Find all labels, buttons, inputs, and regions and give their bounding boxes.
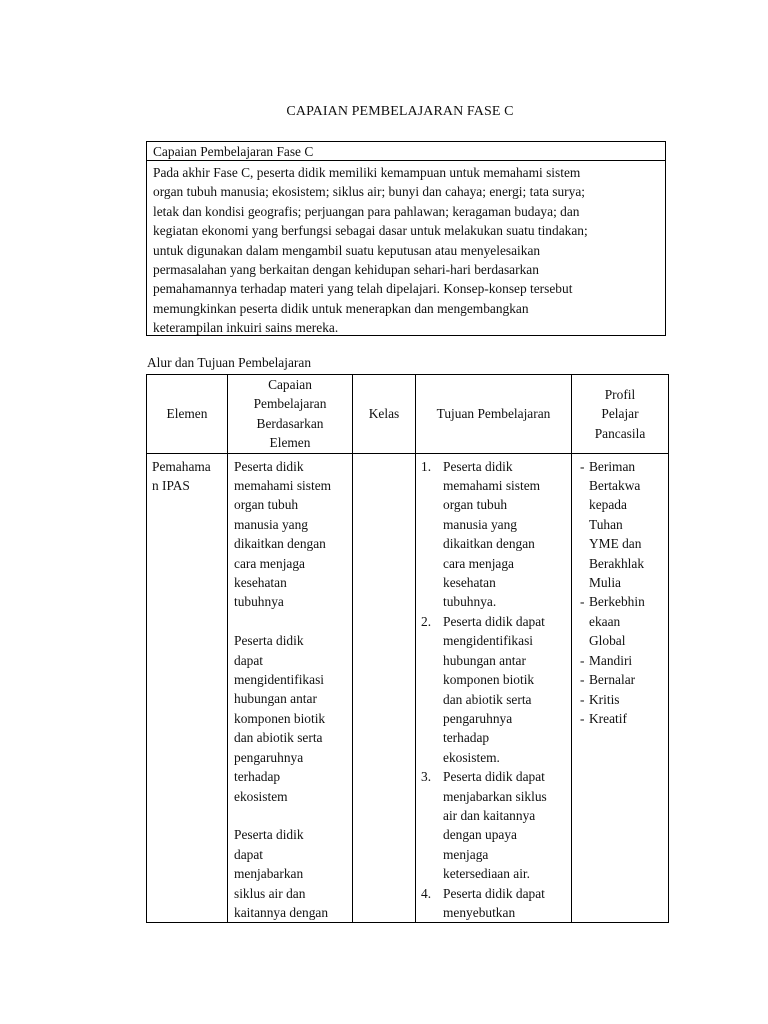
cp-box-heading: Capaian Pembelajaran Fase C (147, 142, 665, 161)
cp-text-line: untuk digunakan dalam mengambil suatu keputusan atau menyelesaikan (153, 242, 541, 258)
list-item (418, 457, 566, 612)
tujuan-text-line: ketersediaan air. (443, 866, 530, 882)
capaian-text-line: dapat (234, 652, 263, 668)
tujuan-text-line: menjaga (443, 846, 489, 862)
capaian-paragraph (234, 825, 347, 922)
profil-text-line: Global (589, 633, 626, 649)
cp-text-line: keterampilan inkuiri sains mereka. (153, 320, 339, 336)
list-item-text (443, 884, 566, 923)
alur-tujuan-table (146, 374, 669, 923)
dash-bullet: - (580, 710, 585, 726)
tujuan-text-line: Peserta didik dapat (443, 885, 545, 901)
list-item (418, 612, 566, 767)
list-number: 1. (421, 458, 432, 474)
list-item (580, 670, 663, 689)
list-item-text (443, 457, 566, 612)
header-line: Pelajar (601, 406, 639, 422)
list-item-text (589, 690, 663, 709)
tujuan-text-line: menjabarkan siklus (443, 788, 547, 804)
tujuan-text-line: dengan upaya (443, 827, 517, 843)
capaian-text-line: kesehatan (234, 575, 287, 591)
profil-text-line: Beriman (589, 458, 636, 474)
dash-bullet: - (580, 652, 585, 668)
capaian-text-line: Peserta didik (234, 827, 304, 843)
list-item (418, 767, 566, 883)
tujuan-text-line: ekosistem. (443, 749, 500, 765)
tujuan-text-line: hubungan antar (443, 652, 526, 668)
tujuan-text-line: organ tubuh (443, 497, 508, 513)
page-title: CAPAIAN PEMBELAJARAN FASE C (286, 104, 514, 119)
list-item (580, 592, 663, 650)
list-item-text (443, 612, 566, 767)
header-line: Pembelajaran (253, 396, 327, 412)
profil-text-line: kepada (589, 497, 627, 513)
list-item-text (589, 592, 663, 650)
header-line: Pancasila (594, 425, 646, 441)
tujuan-text-line: cara menjaga (443, 555, 514, 571)
elemen-text-line: Pemahama (152, 458, 211, 474)
tujuan-text-line: memahami sistem (443, 478, 541, 494)
capaian-text-line: Peserta didik (234, 633, 304, 649)
capaian-text-line: hubungan antar (234, 691, 317, 707)
capaian-text-line: organ tubuh (234, 497, 299, 513)
cp-text-line: organ tubuh manusia; ekosistem; siklus air; bunyi dan cahaya; energi; tata surya; (153, 184, 585, 200)
header-tujuan: Tujuan Pembelajaran (416, 375, 572, 454)
list-item-text (589, 709, 663, 728)
capaian-text-line: ekosistem (234, 788, 288, 804)
tujuan-text-line: dan abiotik serta (443, 691, 532, 707)
header-line: Capaian (268, 377, 312, 392)
capaian-text-line: dikaitkan dengan (234, 536, 326, 552)
dash-bullet: - (580, 594, 585, 610)
capaian-text-line: Peserta didik (234, 458, 304, 474)
cell-profil (572, 453, 669, 923)
profil-text-line: Berkebhin (589, 594, 645, 610)
capaian-text-line: menjabarkan (234, 866, 304, 882)
list-item-text (589, 651, 663, 670)
cp-text-line: memungkinkan peserta didik untuk menerapkan dan mengembangkan (153, 300, 529, 316)
list-item (418, 884, 566, 923)
profil-text-line: Tuhan (589, 516, 623, 532)
capaian-paragraph (234, 457, 347, 612)
tujuan-text-line: kesehatan (443, 575, 496, 591)
profil-text-line: Mulia (589, 575, 621, 591)
profil-list (580, 457, 663, 729)
list-number: 3. (421, 769, 432, 785)
capaian-text-line: terhadap (234, 769, 281, 785)
cp-box-body (147, 161, 665, 338)
profil-text-line: YME dan (589, 536, 642, 552)
list-item (580, 690, 663, 709)
header-line: Berdasarkan (256, 415, 324, 431)
profil-text-line: Kritis (589, 691, 620, 707)
elemen-text-line: n IPAS (152, 478, 190, 494)
list-item (580, 651, 663, 670)
capaian-text-line: dan abiotik serta (234, 730, 323, 746)
tujuan-list (418, 457, 566, 923)
cp-summary-box (146, 141, 666, 336)
capaian-text-line: dapat (234, 846, 263, 862)
capaian-text-line: tubuhnya (234, 594, 284, 610)
cp-text-line: letak dan kondisi geografis; perjuangan para pahlawan; keragaman budaya; dan (153, 203, 580, 219)
capaian-text-line: kaitannya dengan (234, 904, 329, 920)
list-item-text (589, 457, 663, 593)
cell-elemen (147, 453, 228, 923)
list-item-text (443, 767, 566, 883)
cell-capaian (228, 453, 353, 923)
capaian-text-line: mengidentifikasi (234, 672, 324, 688)
tujuan-text-line: air dan kaitannya (443, 807, 536, 823)
profil-text-line: Bertakwa (589, 478, 641, 494)
profil-text-line: Bernalar (589, 672, 636, 688)
header-line: Profil (604, 386, 636, 402)
tujuan-text-line: mengidentifikasi (443, 633, 533, 649)
dash-bullet: - (580, 691, 585, 707)
tujuan-text-line: Peserta didik dapat (443, 769, 545, 785)
profil-text-line: Berakhlak (589, 555, 645, 571)
cp-text-line: kegiatan ekonomi yang berfungsi sebagai dasar untuk melakukan suatu tindakan; (153, 223, 588, 239)
capaian-text-line: manusia yang (234, 516, 309, 532)
capaian-text-line: komponen biotik (234, 710, 326, 726)
list-number: 2. (421, 613, 432, 629)
section-label: Alur dan Tujuan Pembelajaran (147, 355, 312, 370)
header-elemen: Elemen (147, 375, 228, 454)
dash-bullet: - (580, 672, 585, 688)
list-number: 4. (421, 885, 432, 901)
list-item (580, 709, 663, 728)
profil-text-line: ekaan (589, 613, 621, 629)
tujuan-text-line: tubuhnya. (443, 594, 497, 610)
header-profil (572, 375, 669, 454)
list-item (580, 457, 663, 593)
cp-text-line: Pada akhir Fase C, peserta didik memiliki kemampuan untuk memahami sistem (153, 165, 581, 180)
capaian-text-line: memahami sistem (234, 478, 332, 494)
header-kelas: Kelas (353, 375, 416, 454)
profil-text-line: Kreatif (589, 710, 627, 726)
tujuan-text-line: manusia yang (443, 516, 518, 532)
header-capaian (228, 375, 353, 454)
tujuan-text-line: Peserta didik (443, 458, 513, 474)
profil-text-line: Mandiri (589, 652, 633, 668)
header-line: Elemen (269, 435, 311, 451)
cell-tujuan (416, 453, 572, 923)
tujuan-text-line: Peserta didik dapat (443, 613, 545, 629)
cp-text-line: pemahamannya terhadap materi yang telah dipelajari. Konsep-konsep tersebut (153, 281, 573, 297)
tujuan-text-line: pengaruhnya (443, 710, 513, 726)
capaian-text-line: siklus air dan (234, 885, 306, 901)
capaian-text-line: pengaruhnya (234, 749, 304, 765)
cp-text-line: permasalahan yang berkaitan dengan kehidupan sehari-hari berdasarkan (153, 262, 539, 278)
tujuan-text-line: menyebutkan (443, 904, 516, 920)
capaian-text-line: cara menjaga (234, 555, 305, 571)
dash-bullet: - (580, 458, 585, 474)
capaian-paragraph (234, 631, 347, 806)
table-row (147, 453, 669, 923)
tujuan-text-line: terhadap (443, 730, 490, 746)
table-header-row (147, 375, 669, 454)
cell-kelas (353, 453, 416, 923)
tujuan-text-line: dikaitkan dengan (443, 536, 535, 552)
tujuan-text-line: komponen biotik (443, 672, 535, 688)
list-item-text (589, 670, 663, 689)
